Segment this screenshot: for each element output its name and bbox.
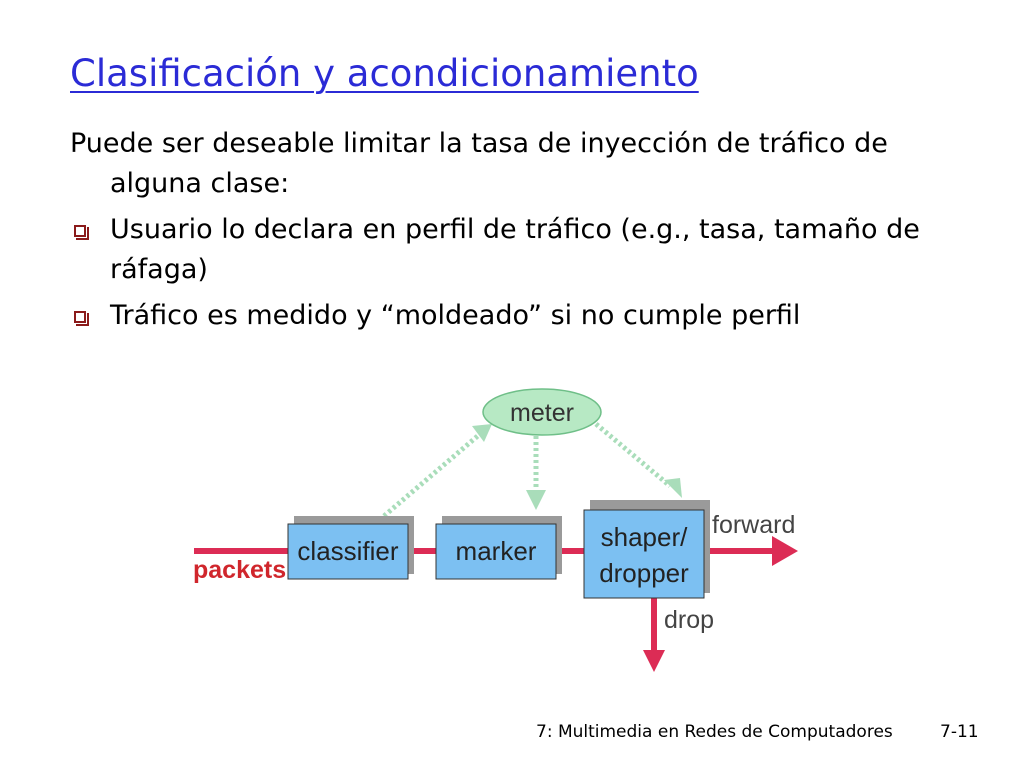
forward-label: forward	[712, 511, 796, 539]
footer-course-title: 7: Multimedia en Redes de Computadores	[536, 722, 893, 742]
meter-label: meter	[510, 399, 574, 427]
drop-arrowhead	[643, 650, 665, 672]
marker-label: marker	[455, 536, 537, 566]
drop-label: drop	[664, 606, 715, 634]
shaper-label: shaper/	[600, 522, 688, 552]
classifier-to-meter-link	[384, 434, 480, 516]
shaper-arrowhead	[664, 478, 682, 498]
dropper-label: dropper	[599, 558, 689, 588]
footer-page-number: 7-11	[940, 722, 979, 742]
slide-title: Clasificación y acondicionamiento	[70, 52, 699, 95]
meter-arrowhead	[472, 424, 492, 442]
intro-paragraph: Puede ser deseable limitar la tasa de inyección de tráfico de alguna clase:	[70, 128, 888, 199]
bullet-text: Usuario lo declara en perfil de tráfico (e.g., tasa, tamaño de ráfaga)	[110, 214, 920, 285]
bullet-text: Tráfico es medido y “moldeado” si no cumple perfil	[110, 300, 801, 331]
meter-to-shaper-link	[596, 424, 670, 486]
forward-arrowhead	[772, 536, 798, 566]
classifier-label: classifier	[297, 536, 399, 566]
packets-label: packets	[193, 556, 287, 584]
marker-arrowhead	[526, 490, 546, 510]
